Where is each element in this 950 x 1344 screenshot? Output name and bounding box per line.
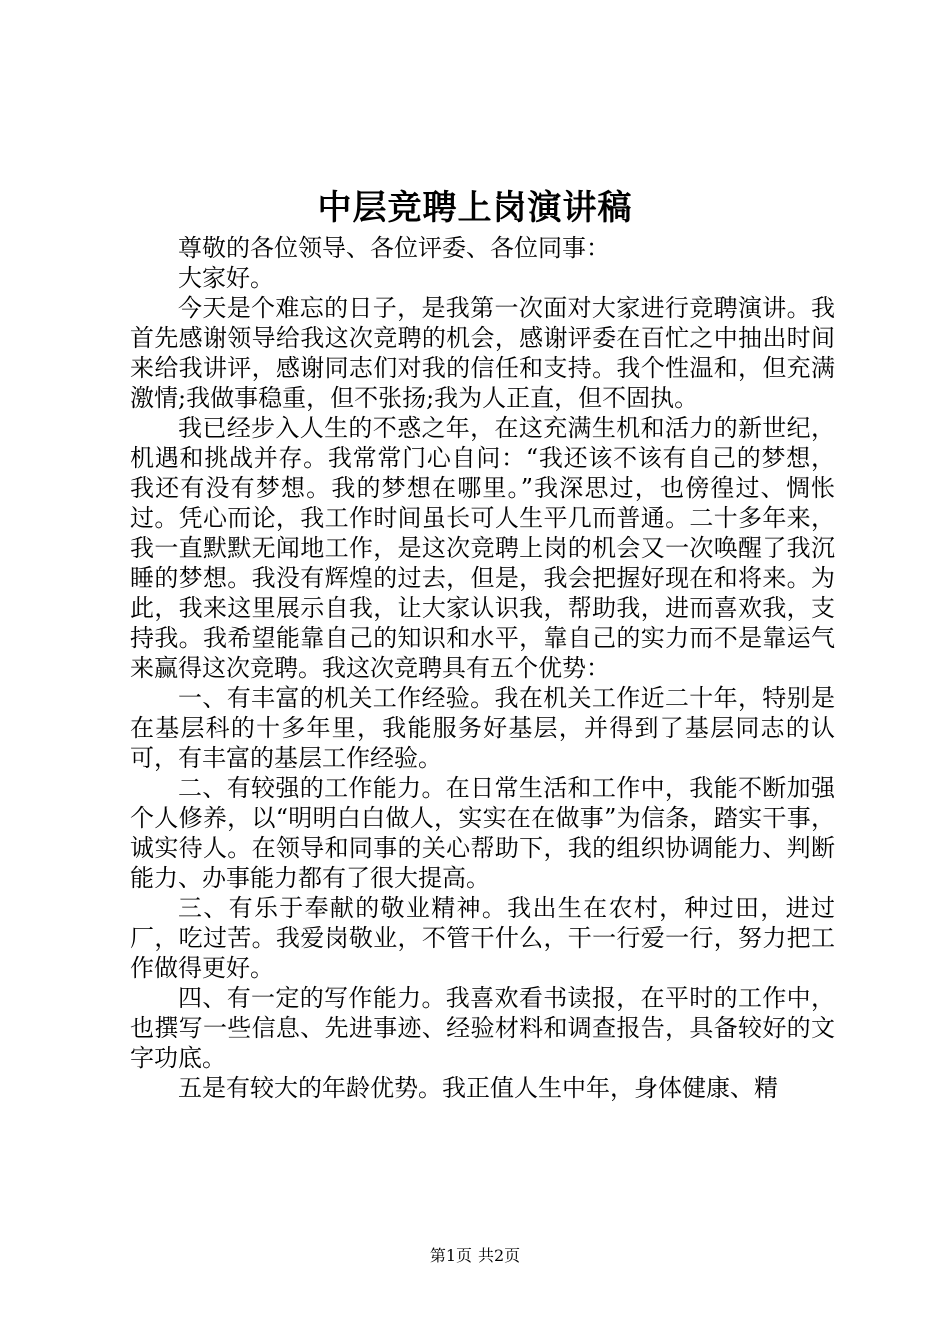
- paragraph-advantage-4: 四、有一定的写作能力。我喜欢看书读报，在平时的工作中，也撰写一些信息、先进事迹、经验材料和调查报告，具备较好的文字功底。: [130, 984, 835, 1072]
- page-footer: [0, 1246, 950, 1266]
- document-body: [130, 233, 835, 1103]
- document-title: 中层竞聘上岗演讲稿: [317, 188, 633, 228]
- paragraph-advantage-5: 五是有较大的年龄优势。我正值人生中年，身体健康、精: [178, 1074, 778, 1102]
- paragraph-advantage-3: 三、有乐于奉献的敬业精神。我出生在农村，种过田，进过厂，吃过苦。我爱岗敬业，不管干什么，干一行爱一行，努力把工作做得更好。: [130, 894, 835, 982]
- paragraph-salutation: 尊敬的各位领导、各位评委、各位同事：: [178, 234, 610, 262]
- page-number: 第1页: [429, 1246, 472, 1265]
- paragraph-greeting: 大家好。: [178, 264, 274, 292]
- paragraph-advantage-2: 二、有较强的工作能力。在日常生活和工作中，我能不断加强个人修养，以“明明白白做人，实实在在做事”为信条，踏实干事，诚实待人。在领导和同事的关心帮助下，我的组织协调能力、判断能力、办事能力都有了很大提高。: [130, 774, 835, 892]
- page-total: 共2页: [478, 1246, 521, 1265]
- paragraph-advantage-1: 一、有丰富的机关工作经验。我在机关工作近二十年，特别是在基层科的十多年里，我能服务好基层，并得到了基层同志的认可，有丰富的基层工作经验。: [130, 684, 835, 772]
- paragraph-introduction: 今天是个难忘的日子，是我第一次面对大家进行竞聘演讲。我首先感谢领导给我这次竞聘的机会，感谢评委在百忙之中抽出时间来给我讲评，感谢同志们对我的信任和支持。我个性温和，但充满激情;我做事稳重，但不张扬;我为人正直，但不固执。: [130, 294, 835, 412]
- paragraph-background: 我已经步入人生的不惑之年，在这充满生机和活力的新世纪，机遇和挑战并存。我常常门心自问：“我还该不该有自己的梦想，我还有没有梦想。我的梦想在哪里。”我深思过，也傍徨过、惆怅过。凭心而论，我工作时间虽长可人生平几而普通。二十多年来，我一直默默无闻地工作，是这次竞聘上岗的机会又一次唤醒了我沉睡的梦想。我没有辉煌的过去，但是，我会把握好现在和将来。为此，我来这里展示自我，让大家认识我，帮助我，进而喜欢我，支持我。我希望能靠自己的知识和水平，靠自己的实力而不是靠运气来赢得这次竞聘。我这次竞聘具有五个优势：: [130, 414, 835, 682]
